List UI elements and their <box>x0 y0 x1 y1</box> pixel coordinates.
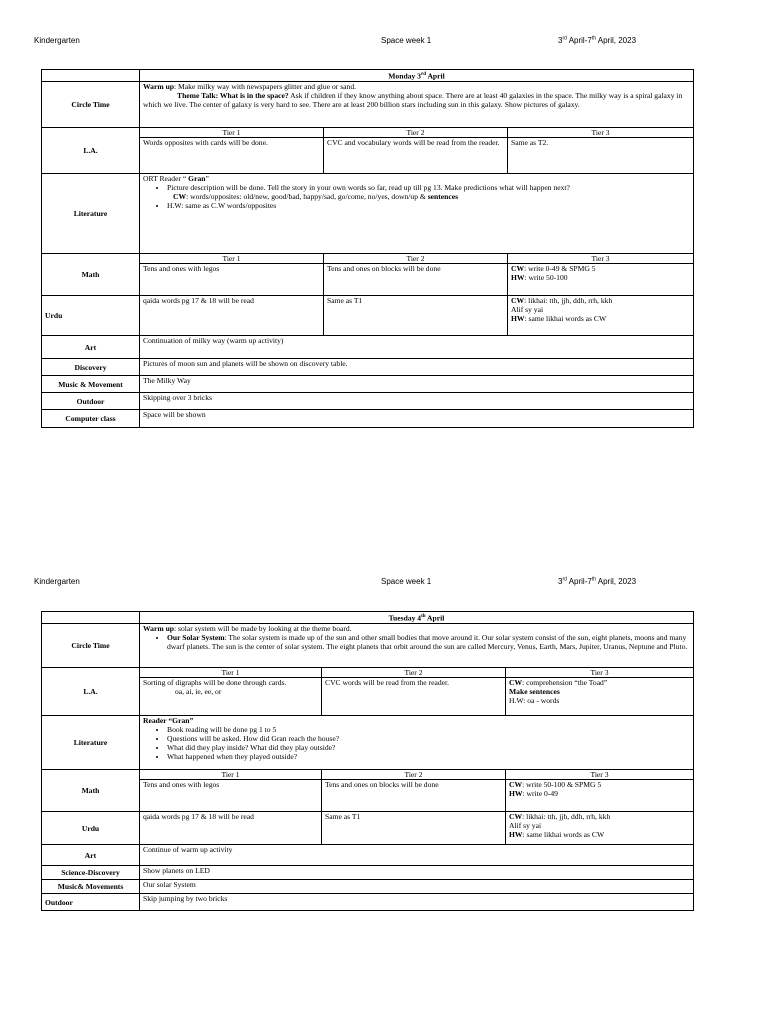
la-tier2: CVC words will be read from the reader. <box>322 678 506 716</box>
header-theme: Space week 1 <box>381 577 432 586</box>
header-class: Kindergarten <box>34 577 80 586</box>
outdoor-content: Skipping over 3 bricks <box>140 393 694 410</box>
row-label-literature: Literature <box>42 174 140 254</box>
urdu-tier2: Same as T1 <box>324 296 508 336</box>
circle-time-content: Warm up: Make milky way with newspapers glitter and glue or sand. Theme Talk: What is in the space? Ask if children if they know anything about space. There are at least 40 galaxies in the space. The milky way is a spiral galaxy in which we live. The center of galaxy is very hard to see. There are at least 200 billion stars including sun in this galaxy. Show pictures of galaxy. <box>140 82 694 128</box>
music-content: Our solar System <box>140 880 694 894</box>
literature-content: ORT Reader “ Gran” • Picture description will be done. Tell the story in your own words so far, read up till pg 13. Make predictions what will happen next? CW: words/opposites: old/new, good/bad, happy/sad, go/come, no/yes, down/up & sentences • H.W: same as C.W words/opposites <box>140 174 694 254</box>
row-label-science-discovery: Science-Discovery <box>42 866 140 880</box>
row-label-art: Art <box>42 845 140 866</box>
la-tier1: Sorting of digraphs will be done through cards. oa, ai, ie, ee, or <box>140 678 322 716</box>
row-label-math: Math <box>42 770 140 812</box>
circle-time-content: Warm up: solar system will be made by looking at the theme board. • Our Solar System: The solar system is made up of the sun and other small bodies that move around it. Our solar system consist of the sun, eight planets, moons and many dwarf planets. The sun is the center of solar system. The eight planets that orbit around the sun are called Mercury, Venus, Earth, Mars, Jupiter, Uranus, Neptune and Pluto. <box>140 624 694 668</box>
page-header-monday <box>0 36 768 50</box>
row-label-outdoor: Outdoor <box>42 894 140 911</box>
row-label-circle-time: Circle Time <box>42 624 140 668</box>
urdu-tier2: Same as T1 <box>322 812 506 845</box>
row-label-literature: Literature <box>42 716 140 770</box>
monday-plan-table: Monday 3rd April Circle Time Warm up: Make milky way with newspapers glitter and glue or sand. Theme Talk: What is in the space? Ask if children if they know anything about space. There are at least 40 galaxies in the space. The milky way is a spiral galaxy in which we live. The center of galaxy is very hard to see. There are at least 200 billion stars including sun in this galaxy. Show pictures of galaxy. L.A. Tier 1 Tier 2 Tier 3 Words opposites with cards will be done. CVC and vocabulary words will be read from the reader. Same as T2. Literature ORT Reader “ Gran” • Picture description will be done. Tell the story in your own words so far, read up till pg 13. Make predictions what will happen next? CW: words/opposites: old/new, good/bad, happy/sad, go/come, no/yes, down/up & sentences • H.W: same as C.W words/opposites Math Tier 1 Tier 2 Tier 3 Tens and ones with legos Tens and ones on blocks will be done CW: write 0-49 & SPMG 5 HW: write 50-100 Urdu qaida words pg 17 & 18 will be read Same as T1 CW: likhai: tth, jjh, ddh, rrh, kkh Alif sy yai HW: same likhai words as CW Art Continuation of milky way (warm up activity) Discovery Pictures of moon sun and planets will be shown on discovery table. Music & Movement The Milky Way Outdoor Skipping over 3 bricks Computer class Space will be shown <box>41 69 694 428</box>
la-tier3: CW: comprehension “the Toad” Make sentences H.W: oa - words <box>506 678 694 716</box>
art-content: Continuation of milky way (warm up activity) <box>140 336 694 359</box>
row-label-urdu: Urdu <box>42 296 140 336</box>
row-label-circle-time: Circle Time <box>42 82 140 128</box>
header-theme: Space week 1 <box>381 36 432 45</box>
math-tier2: Tens and ones on blocks will be done <box>322 780 506 812</box>
math-tier3: CW: write 50-100 & SPMG 5 HW: write 0-49 <box>506 780 694 812</box>
day-title: Monday 3rd April <box>140 70 694 82</box>
math-tier1: Tens and ones with legos <box>140 780 322 812</box>
urdu-tier1: qaida words pg 17 & 18 will be read <box>140 812 322 845</box>
row-label-music: Music & Movement <box>42 376 140 393</box>
discovery-content: Pictures of moon sun and planets will be shown on discovery table. <box>140 359 694 376</box>
row-label-art: Art <box>42 336 140 359</box>
row-label-discovery: Discovery <box>42 359 140 376</box>
row-label-math: Math <box>42 254 140 296</box>
urdu-tier1: qaida words pg 17 & 18 will be read <box>140 296 324 336</box>
math-tier1: Tens and ones with legos <box>140 264 324 296</box>
row-label-la: L.A. <box>42 668 140 716</box>
music-content: The Milky Way <box>140 376 694 393</box>
la-tier2: CVC and vocabulary words will be read from the reader. <box>324 138 508 174</box>
urdu-tier3: CW: likhai: tth, jjh, ddh, rrh, kkh Alif sy yai HW: same likhai words as CW <box>508 296 694 336</box>
math-tier3: CW: write 0-49 & SPMG 5 HW: write 50-100 <box>508 264 694 296</box>
row-label-outdoor: Outdoor <box>42 393 140 410</box>
row-label-urdu: Urdu <box>42 812 140 845</box>
header-dates: 3rd April-7th April, 2023 <box>558 576 637 586</box>
la-tier1: Words opposites with cards will be done. <box>140 138 324 174</box>
row-label-la: L.A. <box>42 128 140 174</box>
literature-content: Reader “Gran” • Book reading will be done pg 1 to 5 • Questions will be asked. How did Gran reach the house? • What did they play inside? What did they play outside? • What happened when they played outside? <box>140 716 694 770</box>
urdu-tier3: CW: likhai: tth, jjh, ddh, rrh, kkh Alif sy yai HW: same likhai words as CW <box>506 812 694 845</box>
day-title: Tuesday 4th April <box>140 612 694 624</box>
art-content: Continue of warm up activity <box>140 845 694 866</box>
tuesday-plan-table: Tuesday 4th April Circle Time Warm up: solar system will be made by looking at the theme board. • Our Solar System: The solar system is made up of the sun and other small bodies that move around it. Our solar system consist of the sun, eight planets, moons and many dwarf planets. The sun is the center of solar system. The eight planets that orbit around the sun are called Mercury, Venus, Earth, Mars, Jupiter, Uranus, Neptune and Pluto. L.A. Tier 1 Tier 2 Tier 3 Sorting of digraphs will be done through cards. oa, ai, ie, ee, or CVC words will be read from the reader. CW: comprehension “the Toad” Make sentences H.W: oa - words Literature Reader “Gran” • Book reading will be done pg 1 to 5 • Questions will be asked. How did Gran reach the house? • What did they play inside? What did they play outside? • What happened when they played outside? Math Tier 1 Tier 2 Tier 3 Tens and ones with legos Tens and ones on blocks will be done CW: write 50-100 & SPMG 5 HW: write 0-49 Urdu qaida words pg 17 & 18 will be read Same as T1 CW: likhai: tth, jjh, ddh, rrh, kkh Alif sy yai HW: same likhai words as CW Art Continue of warm up activity Science-Discovery Show planets on LED Music& Movements Our solar System Outdoor Skip jumping by two bricks <box>41 611 694 911</box>
outdoor-content: Skip jumping by two bricks <box>140 894 694 911</box>
row-label-music: Music& Movements <box>42 880 140 894</box>
la-tier3: Same as T2. <box>508 138 694 174</box>
computer-content: Space will be shown <box>140 410 694 428</box>
header-dates: 3rd April-7th April, 2023 <box>558 35 637 45</box>
header-class: Kindergarten <box>34 36 80 45</box>
math-tier2: Tens and ones on blocks will be done <box>324 264 508 296</box>
science-content: Show planets on LED <box>140 866 694 880</box>
row-label-computer: Computer class <box>42 410 140 428</box>
page-header-tuesday <box>0 577 768 591</box>
